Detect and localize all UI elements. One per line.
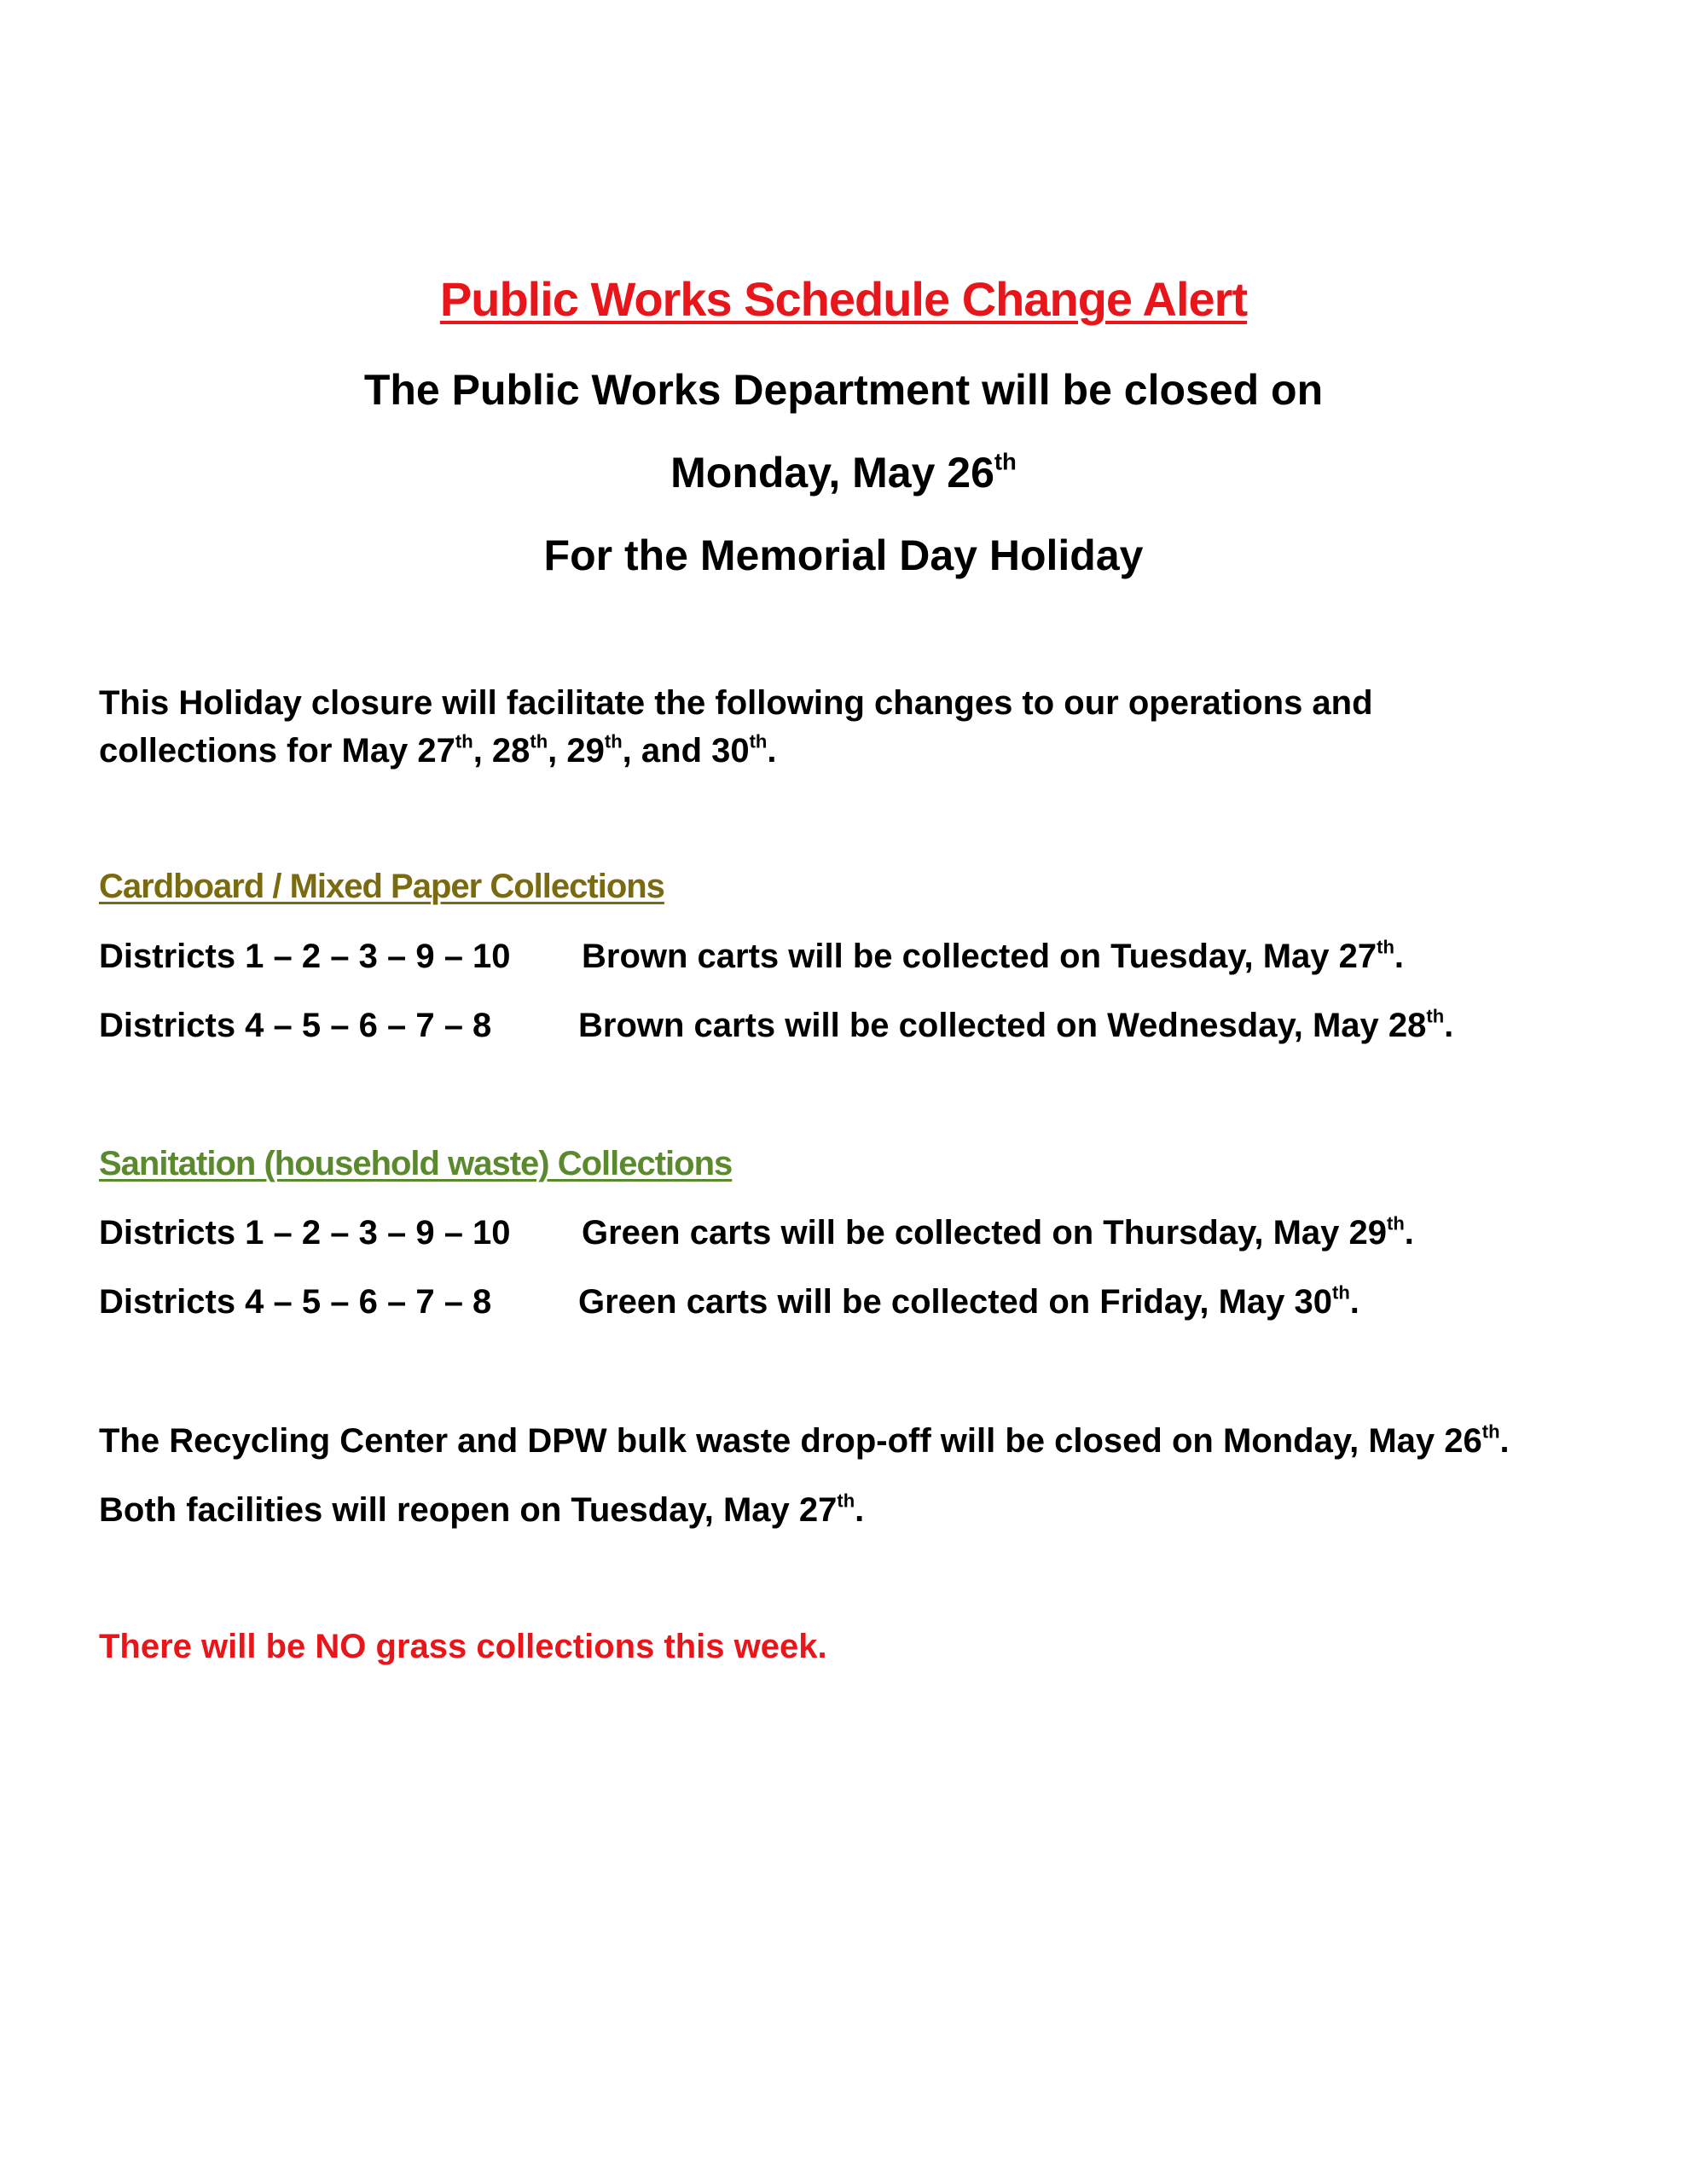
district-list: Districts 4 – 5 – 6 – 7 – 8	[99, 1283, 492, 1321]
intro-suffix-3: th	[604, 730, 623, 752]
collection-info	[578, 1007, 1453, 1045]
closure-reason: For the Memorial Day Holiday	[543, 531, 1144, 579]
intro-dates-prefix: collections for May 27	[99, 732, 455, 770]
closure-statement: The Public Works Department will be closed on	[363, 366, 1324, 414]
intro-line-1: This Holiday closure will facilitate the following changes to our operations and	[99, 684, 1373, 722]
collection-text: Brown carts will be collected on Wednesday, May 28	[578, 1007, 1427, 1044]
intro-suffix-4: th	[749, 730, 768, 752]
intro-date-4: , and 30	[622, 732, 750, 770]
sentence-end: .	[1444, 1007, 1454, 1044]
intro-date-3: , 29	[548, 732, 605, 770]
intro-end: .	[767, 732, 777, 770]
grass-notice: There will be NO grass collections this week.	[99, 1628, 827, 1665]
intro-suffix-2: th	[530, 730, 548, 752]
recycling-closure	[99, 1420, 1510, 1461]
intro-suffix-1: th	[455, 730, 473, 752]
recycling-reopen	[99, 1490, 864, 1531]
date-suffix: th	[1377, 936, 1394, 958]
closure-date	[0, 448, 1687, 497]
recycling-closure-text: The Recycling Center and DPW bulk waste drop-off will be closed on Monday, May 26	[99, 1422, 1482, 1460]
district-list: Districts 1 – 2 – 3 – 9 – 10	[99, 1214, 511, 1252]
collection-text: Green carts will be collected on Friday, May 30	[578, 1283, 1333, 1321]
collection-info	[578, 1283, 1359, 1321]
district-list: Districts 1 – 2 – 3 – 9 – 10	[99, 938, 511, 975]
closure-date-text: Monday, May 26	[670, 449, 994, 497]
sentence-end: .	[1349, 1283, 1359, 1321]
sentence-end: .	[1394, 938, 1405, 975]
sentence-end: .	[1404, 1214, 1414, 1252]
collection-info	[582, 1214, 1414, 1252]
cardboard-heading: Cardboard / Mixed Paper Collections	[99, 868, 664, 905]
date-suffix: th	[1481, 1420, 1500, 1443]
date-suffix: th	[837, 1490, 855, 1512]
district-list: Districts 4 – 5 – 6 – 7 – 8	[99, 1007, 492, 1044]
date-suffix: th	[1332, 1281, 1350, 1304]
collection-info	[582, 938, 1404, 976]
date-suffix: th	[1387, 1212, 1405, 1234]
recycling-reopen-text: Both facilities will reopen on Tuesday, May 27	[99, 1491, 838, 1529]
intro-line-2	[99, 730, 777, 771]
intro-date-2: , 28	[472, 732, 530, 770]
sentence-end: .	[855, 1491, 865, 1529]
date-suffix: th	[1426, 1005, 1445, 1027]
sentence-end: .	[1499, 1422, 1510, 1460]
collection-text: Green carts will be collected on Thursday, May 29	[582, 1214, 1388, 1252]
sanitation-heading: Sanitation (household waste) Collections	[99, 1145, 733, 1182]
collection-text: Brown carts will be collected on Tuesday, May 27	[582, 938, 1377, 975]
closure-date-suffix: th	[994, 448, 1017, 475]
page-title: Public Works Schedule Change Alert	[439, 272, 1248, 326]
